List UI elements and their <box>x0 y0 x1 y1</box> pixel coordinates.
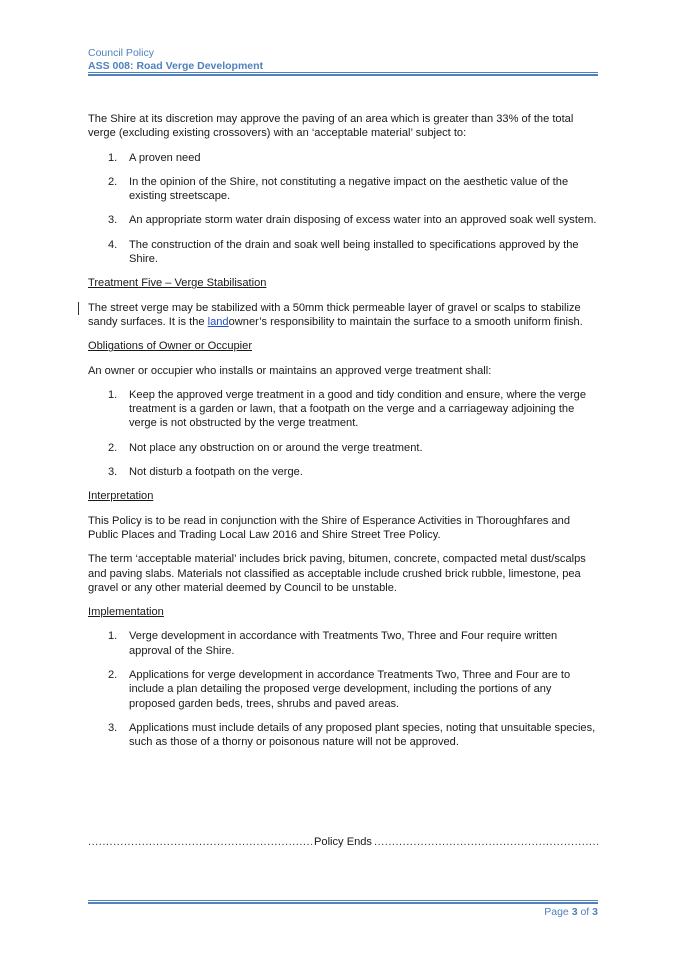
list-text: An appropriate storm water drain disposing of excess water into an approved soak well system. <box>129 214 597 227</box>
list-number: 3. <box>108 721 118 734</box>
page-header <box>88 47 598 73</box>
list-text: Applications for verge development in accordance Treatments Two, Three and Four are to include a plan detailing the proposed verge development, including the portions of any proposed garden beds, trees, shrubs and paved areas. <box>129 669 571 710</box>
header-label: Council Policy <box>88 47 154 59</box>
list-number: 2. <box>108 175 118 188</box>
list-text: A proven need <box>129 151 201 164</box>
treatment-five-paragraph <box>88 301 600 330</box>
list-number: 1. <box>108 151 118 164</box>
interpretation-paragraph: The term ‘acceptable material’ includes brick paving, bitumen, concrete, compacted metal dust/scalps and paving slabs. Materials not classified as acceptable include crushed brick rubble, limestone, pea gravel or any other material deemed by Council to be unstable. <box>88 553 586 594</box>
implementation-list <box>88 629 600 749</box>
list-text: In the opinion of the Shire, not constituting a negative impact on the aesthetic value of the existing streetscape. <box>129 175 569 203</box>
section-heading-implementation: Implementation <box>88 606 164 619</box>
section-heading-obligations: Obligations of Owner or Occupier <box>88 340 253 353</box>
policy-ends-label: Policy Ends <box>314 836 372 848</box>
list-number: 3. <box>108 466 118 479</box>
list-text: Keep the approved verge treatment in a good and tidy condition and ensure, where the verge treatment is a garden or lawn, that a footpath on the verge and a carriageway adjoining the verge is not obstructed by the verge treatment. <box>129 388 586 430</box>
document-body <box>88 112 600 760</box>
paragraph-text: owner’s responsibility to maintain the surface to a smooth uniform finish. <box>228 315 583 328</box>
list-number: 1. <box>108 388 118 401</box>
list-number: 1. <box>108 630 118 643</box>
hyperlink[interactable]: land <box>207 315 229 328</box>
header-rule <box>88 72 598 76</box>
footer-rule <box>88 900 598 904</box>
policy-title: ASS 008: Road Verge Development <box>88 60 264 72</box>
page-number <box>544 906 598 918</box>
list-number: 2. <box>108 441 118 454</box>
list-number: 4. <box>108 238 118 251</box>
list-text: Not disturb a footpath on the verge. <box>129 466 303 479</box>
list-item <box>88 151 600 165</box>
of-word: of <box>580 906 590 918</box>
list-item <box>88 721 600 750</box>
policy-ends-line <box>88 836 598 848</box>
interpretation-paragraph: This Policy is to be read in conjunction with the Shire of Esperance Activities in Thoroughfares and Public Places and Trading Local Law 2016 and Shire Street Tree Policy. <box>88 514 571 541</box>
list-text: Not place any obstruction on or around the verge treatment. <box>129 441 423 454</box>
dot-leader <box>88 836 312 848</box>
list-item <box>88 441 600 455</box>
approval-conditions-list <box>88 151 600 267</box>
page-word: Page <box>544 906 569 918</box>
section-heading-treatment-five: Treatment Five – Verge Stabilisation <box>88 277 267 290</box>
dot-leader <box>374 836 598 848</box>
obligations-list <box>88 388 600 479</box>
list-item <box>88 175 600 204</box>
list-number: 3. <box>108 214 118 227</box>
list-item <box>88 388 600 431</box>
text-cursor <box>78 302 79 315</box>
total-pages: 3 <box>592 906 598 918</box>
list-item <box>88 629 600 658</box>
section-heading-interpretation: Interpretation <box>88 490 154 503</box>
current-page: 3 <box>571 906 578 918</box>
list-text: Applications must include details of any proposed plant species, noting that unsuitable species, such as those of a thorny or poisonous nature will not be approved. <box>129 721 596 749</box>
list-text: Verge development in accordance with Treatments Two, Three and Four require written approval of the Shire. <box>129 630 558 657</box>
intro-paragraph: The Shire at its discretion may approve the paving of an area which is greater than 33% of the total verge (excluding existing crossovers) with an ‘acceptable material’ subject to: <box>88 113 574 140</box>
list-item <box>88 213 600 227</box>
obligations-intro: An owner or occupier who installs or maintains an approved verge treatment shall: <box>88 364 492 377</box>
list-number: 2. <box>108 669 118 682</box>
list-item <box>88 465 600 479</box>
list-item <box>88 238 600 267</box>
paragraph-text: The street verge may be stabilized with a 50mm thick permeable layer of gravel or scalps to stabilize sandy surfaces. It is the <box>88 301 581 328</box>
list-text: The construction of the drain and soak well being installed to specifications approved by the Shire. <box>129 238 579 266</box>
list-item <box>88 668 600 711</box>
